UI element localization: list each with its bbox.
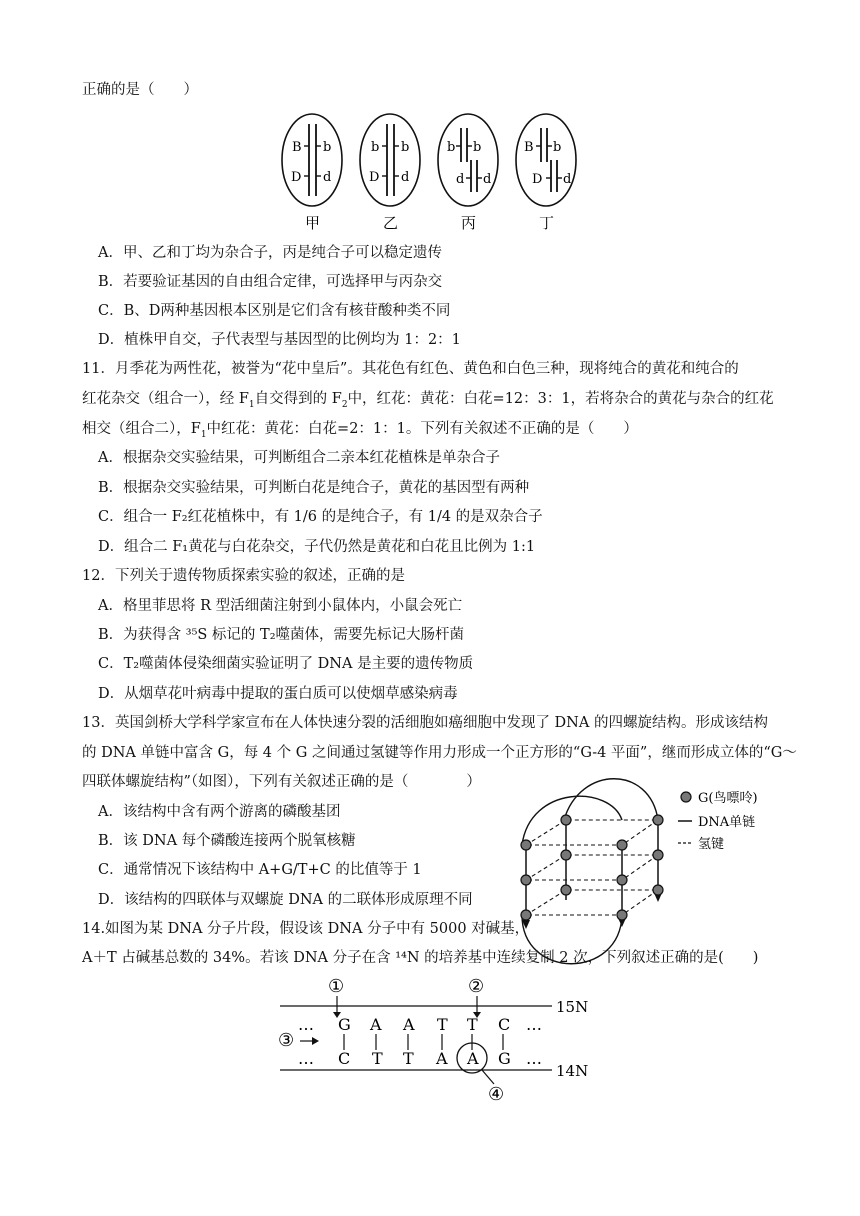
cell-label: 甲 [305,214,321,232]
cell-label: 丙 [461,214,477,232]
q14-stem-line2: A＋T 占碱基总数的 34%。若该 DNA 分子在含 ¹⁴N 的培养基中连续复制 2 次，下列叙述正确的是( ) [82,950,759,966]
q12-option-c: C．T₂噬菌体侵染细菌实验证明了 DNA 是主要的遗传物质 [98,656,474,672]
q10-option-d: D．植株甲自交，子代表型与基因型的比例均为 1：2：1 [98,332,461,348]
svg-text:T: T [403,1049,414,1068]
svg-text:b: b [447,140,456,155]
cell-yi [360,114,420,232]
q13-stem-line1: 13．英国剑桥大学科学家宣布在人体快速分裂的活细胞如癌细胞中发现了 DNA 的四螺旋结构。形成该结构 [82,715,768,731]
svg-text:…: … [526,1015,542,1034]
q13-g-quadruplex-figure [510,775,780,975]
svg-text:A: A [403,1015,415,1034]
marker-3: ③ [278,1030,295,1051]
g-legend-icon [681,792,691,802]
svg-text:b: b [371,140,380,155]
q13-stem-line3: 四联体螺旋结构”（如图），下列有关叙述正确的是（ ） [82,774,481,790]
q13-option-c: C．通常情况下该结构中 A+G/T+C 的比值等于 1 [98,862,422,878]
svg-text:b: b [553,140,562,155]
marker-1: ① [328,976,345,997]
svg-text:T: T [437,1015,448,1034]
n14-label: 14N [556,1062,589,1080]
legend-strand: DNA单链 [698,815,756,830]
legend-g: G(鸟嘌呤) [698,791,758,806]
q10-option-c: C．B、D两种基因根本区别是它们含有核苷酸种类不同 [98,303,451,319]
svg-text:T: T [467,1015,478,1034]
svg-text:G: G [498,1049,511,1068]
svg-text:C: C [498,1015,511,1034]
q11-option-b: B．根据杂交实验结果，可判断白花是纯合子，黄花的基因型有两种 [98,480,530,496]
cell-ding [516,114,576,232]
svg-text:b: b [401,140,410,155]
svg-text:C: C [338,1049,351,1068]
svg-text:b: b [473,140,482,155]
q11-stem-line2: 红花杂交（组合一），经 $F_1$自交得到的 $F_2$中，红花：黄花：白花=12：3：1，若将杂合的黄花与杂合的红花 [82,391,774,410]
svg-text:D: D [369,170,380,185]
svg-text:d: d [401,170,410,185]
q10-chromosome-figure [275,110,595,235]
svg-text:T: T [372,1049,383,1068]
marker-4: ④ [488,1084,505,1102]
q12-option-b: B．为获得含 ³⁵S 标记的 T₂噬菌体，需要先标记大肠杆菌 [98,627,465,643]
gene-label: D [291,170,302,185]
svg-text:d: d [456,172,465,187]
svg-text:d: d [563,172,572,187]
cell-bing [438,114,498,232]
svg-text:…: … [526,1049,542,1068]
svg-text:B: B [524,140,534,155]
svg-text:…: … [298,1015,314,1034]
svg-text:d: d [483,172,492,187]
cell-jia [282,114,342,232]
svg-text:D: D [532,172,543,187]
q13-option-b: B．该 DNA 每个磷酸连接两个脱氧核糖 [98,833,356,849]
q11-option-d: D．组合二 F₁黄花与白花杂交，子代仍然是黄花和白花且比例为 1:1 [98,539,536,555]
marker-2: ② [468,976,485,997]
svg-text:A: A [370,1015,382,1034]
svg-text:A: A [436,1049,448,1068]
q10-stem-tail: 正确的是（ ） [82,82,198,98]
q12-option-a: A．格里菲思将 R 型活细菌注射到小鼠体内，小鼠会死亡 [98,598,463,614]
legend-hbond: 氢键 [698,837,725,852]
n15-label: 15N [556,998,589,1016]
q12-stem: 12．下列关于遗传物质探索实验的叙述，正确的是 [82,568,405,584]
q12-option-d: D．从烟草花叶病毒中提取的蛋白质可以使烟草感染病毒 [98,686,458,702]
q11-option-a: A．根据杂交实验结果，可判断组合二亲本红花植株是单杂合子 [98,450,500,466]
q11-stem-line1: 11．月季花为两性花，被誉为“花中皇后”。其花色有红色、黄色和白色三种，现将纯合的黄花和纯合的 [82,361,739,377]
gene-label: d [323,170,332,185]
gene-label: b [323,140,332,155]
q14-dna-fragment-figure [276,976,596,1102]
svg-text:A: A [467,1049,479,1068]
q13-option-d: D．该结构的四联体与双螺旋 DNA 的二联体形成原理不同 [98,892,473,908]
q11-stem-line3: 相交（组合二），$F_1$中红花：黄花：白花=2：1：1。下列有关叙述不正确的是（ ） [82,421,638,440]
cell-label: 丁 [539,214,555,232]
svg-text:G: G [338,1015,351,1034]
q14-stem-line1: 14.如图为某 DNA 分子片段，假设该 DNA 分子中有 5000 对碱基， [82,921,530,937]
q11-option-c: C．组合一 F₂红花植株中，有 1/6 的是纯合子，有 1/4 的是双杂合子 [98,509,543,525]
q13-stem-line2: 的 DNA 单链中富含 G，每 4 个 G 之间通过氢键等作用力形成一个正方形的“G-4 平面”，继而形成立体的“G～ [82,745,797,761]
q13-option-a: A．该结构中含有两个游离的磷酸基团 [98,804,341,820]
q10-option-a: A．甲、乙和丁均为杂合子，丙是纯合子可以稳定遗传 [98,245,442,261]
q10-option-b: B．若要验证基因的自由组合定律，可选择甲与丙杂交 [98,274,443,290]
gene-label: B [292,140,302,155]
cell-label: 乙 [383,214,399,232]
svg-text:…: … [298,1049,314,1068]
